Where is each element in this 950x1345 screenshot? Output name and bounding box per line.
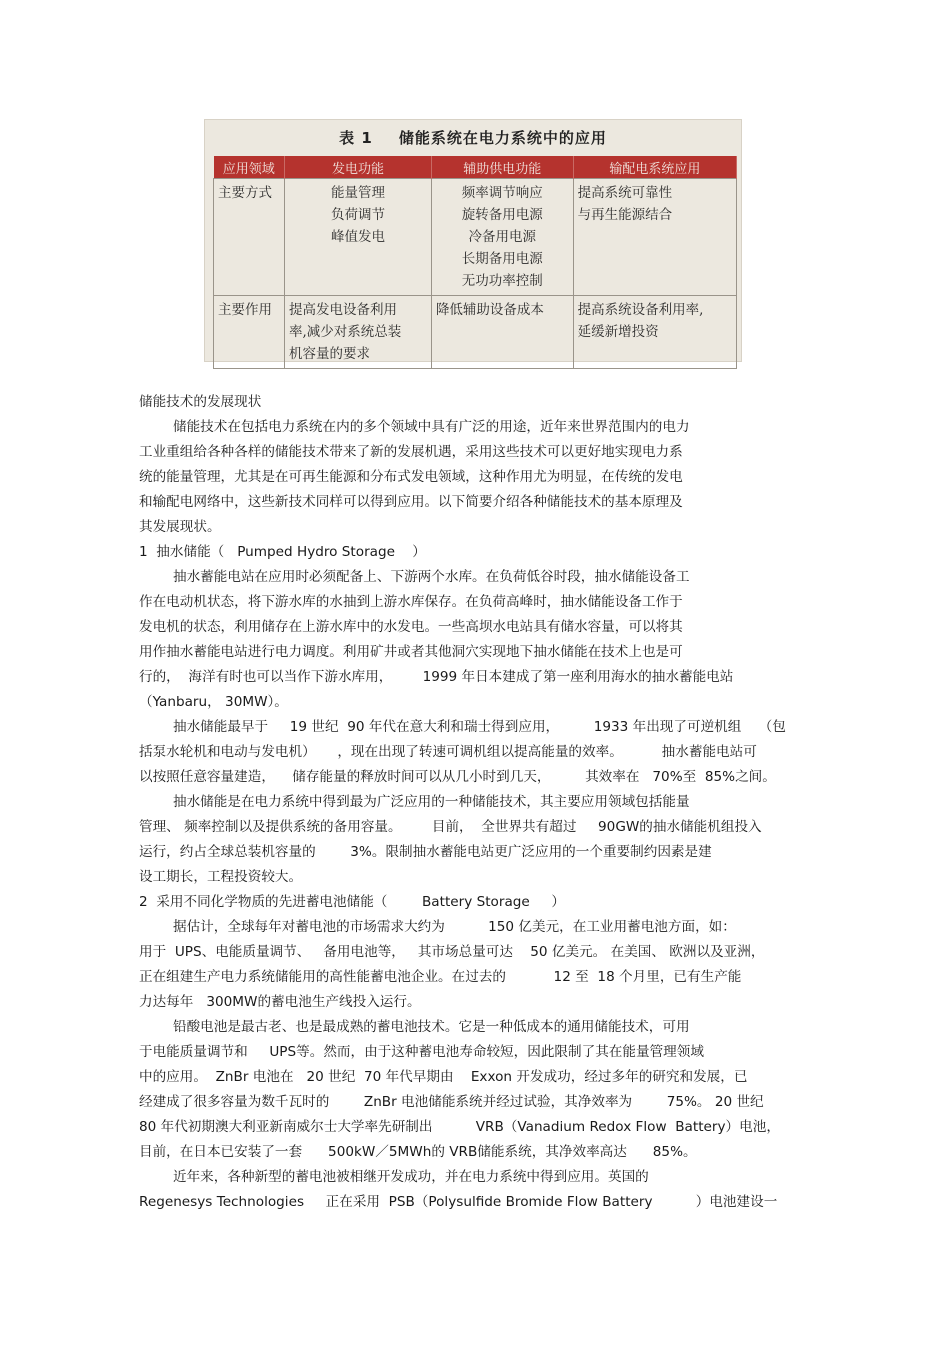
header-application-field: 应用领域	[214, 156, 285, 179]
cell-line: 降低辅助设备成本	[435, 302, 544, 318]
text-line: 铅酸电池是最古老、也是最成熟的蓄电池技术。它是一种低成本的通用储能技术，可用	[173, 1019, 690, 1035]
cell-line: 机容量的要求	[289, 346, 370, 362]
text-line: 经建成了很多容量为数千瓦时的 ZnBr 电池储能系统并经过试验，其净效率为 75%。 20 世纪	[139, 1094, 764, 1110]
text-line: 工业重组给各种各样的储能技术带来了新的发展机遇，采用这些技术可以更好地实现电力系	[139, 444, 683, 460]
text-line: 据估计，全球每年对蓄电池的市场需求大约为 150 亿美元，在工业用蓄电池方面，如：	[173, 919, 736, 935]
text-line: 1 抽水储能（ Pumped Hydro Storage ）	[139, 544, 426, 560]
text-line: 目前，在日本已安装了一套 500kW／5MWh的 VRB储能系统，其净效率高达 85%。	[139, 1144, 697, 1160]
cell-line: 延缓新增投资	[577, 324, 659, 340]
row-head-methods: 主要方式	[214, 179, 285, 296]
header-generation: 发电功能	[285, 156, 432, 179]
cell-dist-methods	[573, 179, 736, 296]
text-line: 正在组建生产电力系统储能用的高性能蓄电池企业。在过去的 12 至 18 个月里，已有生产能	[139, 969, 742, 985]
text-line: 抽水储能是在电力系统中得到最为广泛应用的一种储能技术，其主要应用领域包括能量	[173, 794, 690, 810]
cell-line: 冷备用电源	[468, 229, 537, 245]
text-line: 抽水储能最早于 19 世纪 90 年代在意大利和瑞士得到应用， 1933 年出现了可逆机组 （包	[173, 719, 786, 735]
text-line: 80 年代初期澳大利亚新南威尔士大学率先研制出 VRB（Vanadium Redox Flow Battery）电池，	[139, 1119, 780, 1135]
cell-line: 旋转备用电源	[461, 207, 543, 223]
cell-dist-effects	[573, 296, 736, 369]
text-line: 力达每年 300MW的蓄电池生产线投入运行。	[139, 994, 421, 1010]
cell-gen-methods	[285, 179, 432, 296]
text-line: 近年来，各种新型的蓄电池被相继开发成功，并在电力系统中得到应用。英国的	[173, 1169, 649, 1185]
text-line: 发电机的状态，利用储存在上游水库中的水发电。一些高坝水电站具有储水容量，可以将其	[139, 619, 683, 635]
cell-line: 能量管理	[330, 185, 385, 201]
text-line: 设工期长，工程投资较大。	[139, 869, 303, 885]
text-line: 储能技术在包括电力系统在内的多个领域中具有广泛的用途，近年来世界范围内的电力	[173, 419, 690, 435]
cell-line: 长期备用电源	[461, 251, 543, 267]
text-line: 括泵水轮机和电动与发电机） ，现在出现了转速可调机组以提高能量的效率。 抽水蓄能电站可	[139, 744, 757, 760]
text-line: 运行，约占全球总装机容量的 3%。限制抽水蓄能电站更广泛应用的一个重要制约因素是建	[139, 844, 712, 860]
cell-line: 提高发电设备利用	[289, 302, 397, 318]
cell-line: 与再生能源结合	[577, 207, 673, 223]
text-line: 行的， 海洋有时也可以当作下游水库用， 1999 年日本建成了第一座利用海水的抽水蓄能电站	[139, 669, 734, 685]
text-line: 中的应用。 ZnBr 电池在 20 世纪 70 年代早期由 Exxon 开发成功，经过多年的研究和发展，已	[139, 1069, 748, 1085]
text-line: （Yanbaru， 30MW）。	[139, 694, 288, 710]
table-row-methods	[214, 179, 737, 296]
cell-line: 无功功率控制	[461, 273, 543, 289]
cell-line: 频率调节响应	[461, 185, 543, 201]
text-line: 于电能质量调节和 UPS等。然而，由于这种蓄电池寿命较短，因此限制了其在能量管理领域	[139, 1044, 704, 1060]
cell-line: 负荷调节	[330, 207, 385, 223]
text-line: Regenesys Technologies 正在采用 PSB（Polysulfide Bromide Flow Battery ）电池建设一	[139, 1194, 778, 1210]
table-figure	[204, 119, 742, 362]
text-line: 管理、 频率控制以及提供系统的备用容量。 目前， 全世界共有超过 90GW的抽水储能机组投入	[139, 819, 762, 835]
text-line: 其发展现状。	[139, 519, 221, 535]
cell-aux-methods	[431, 179, 573, 296]
text-line: 抽水蓄能电站在应用时必须配备上、下游两个水库。在负荷低谷时段，抽水储能设备工	[173, 569, 690, 585]
cell-aux-effects	[431, 296, 573, 369]
text-line: 用于 UPS、电能质量调节、 备用电池等， 其市场总量可达 50 亿美元。 在美国、 欧洲以及亚洲，	[139, 944, 765, 960]
header-auxiliary: 辅助供电功能	[431, 156, 573, 179]
text-line: 和输配电网络中，这些新技术同样可以得到应用。以下简要介绍各种储能技术的基本原理及	[139, 494, 683, 510]
text-line: 储能技术的发展现状	[139, 394, 262, 410]
cell-line: 提高系统可靠性	[577, 185, 673, 201]
cell-gen-effects	[285, 296, 432, 369]
text-line: 2 采用不同化学物质的先进蓄电池储能（ Battery Storage ）	[139, 894, 565, 910]
table-title	[205, 120, 741, 154]
table-number: 表 1	[339, 128, 373, 147]
cell-line: 峰值发电	[330, 229, 385, 245]
document-body	[139, 390, 815, 1215]
text-line: 统的能量管理，尤其是在可再生能源和分布式发电领域，这种作用尤为明显，在传统的发电	[139, 469, 683, 485]
table-row-effects	[214, 296, 737, 369]
text-line: 用作抽水蓄能电站进行电力调度。利用矿井或者其他洞穴实现地下抽水储能在技术上也是可	[139, 644, 683, 660]
cell-line: 率,减少对系统总装	[289, 324, 402, 340]
storage-application-table	[213, 156, 737, 369]
text-line: 作在电动机状态，将下游水库的水抽到上游水库保存。在负荷高峰时，抽水储能设备工作于	[139, 594, 683, 610]
table-caption: 储能系统在电力系统中的应用	[398, 128, 607, 147]
text-line: 以按照任意容量建造， 储存能量的释放时间可以从几小时到几天， 其效率在 70%至 85%之间。	[139, 769, 776, 785]
cell-line: 提高系统设备利用率,	[577, 302, 704, 318]
table-header-row	[214, 156, 737, 179]
header-distribution: 输配电系统应用	[573, 156, 736, 179]
row-head-effects: 主要作用	[214, 296, 285, 369]
